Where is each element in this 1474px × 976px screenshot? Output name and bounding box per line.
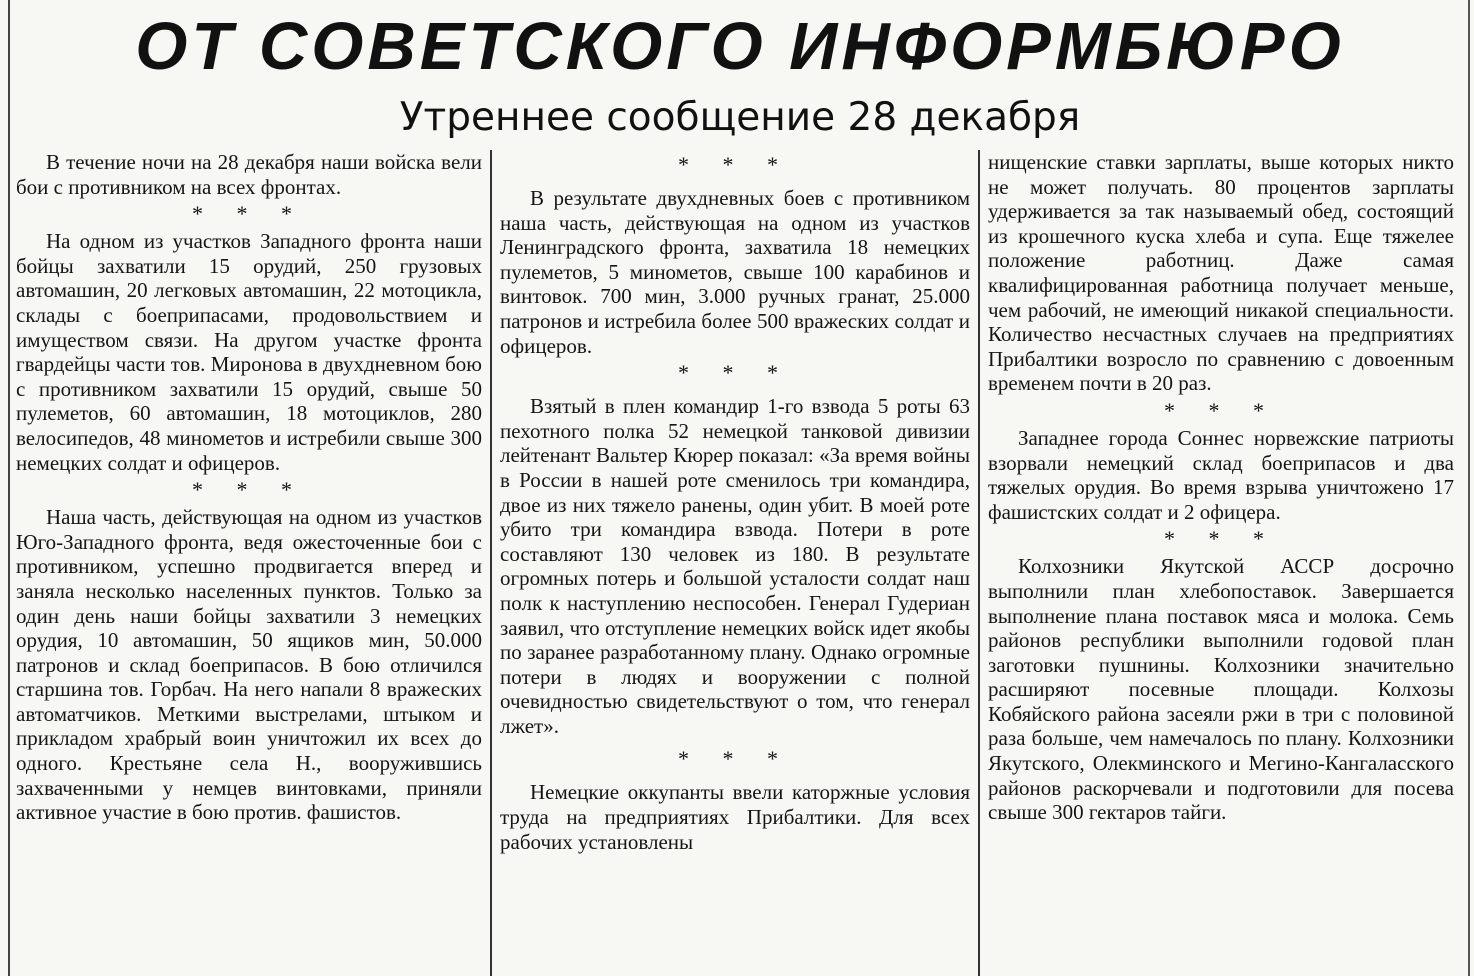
article-paragraph: Наша часть, действующая на одном из участков Юго-Западного фронта, ведя ожесточенные бои с противником, успешно продвигается вперед и заняла несколько населенных пунктов. Только за один день наши бойцы захватили 3 немецких орудия, 10 автомашин, 50 ящиков мин, 50.000 патронов и склад боеприпасов. В бою отличился старшина тов. Горбач. На него напали 8 вражеских автоматчиков. Меткими выстрелами, штыком и прикладом храбрый воин уничтожил их всех до одного. Крестьяне села Н., вооружившись захваченными у немцев винтовками, приняли активное участие в бою против. фашистов. <box>16 505 482 825</box>
article-paragraph: В результате двухдневных боев с противником наша часть, действующая на одном из участков Ленинградского фронта, захватила 18 немецких пулеметов, 5 минометов, свыше 100 карабинов и винтовок. 700 мин, 3.000 ручных гранат, 25.000 патронов и истребила более 500 вражеских солдат и офицеров. <box>500 186 970 358</box>
column-3 <box>988 150 1454 825</box>
article-paragraph: Колхозники Якутской АССР досрочно выполнили план хлебопоставок. Завершается выполнение плана поставок мяса и молока. Семь районов республики выполнили годовой план заготовки пушнины. Колхозники значительно расширяют посевные площади. Колхозы Кобяйского района засеяли ржи в три с половиной раза больше, чем намечалось по плану. Колхозники Якутского, Олекминского и Мегино-Кангаласского районов раскорчевали и подготовили для посева свыше 300 гектаров тайги. <box>988 554 1454 825</box>
column-1 <box>16 150 482 825</box>
section-separator: * * * <box>1164 526 1278 552</box>
section-separator: * * * <box>1164 397 1278 423</box>
column-divider-1 <box>490 150 492 976</box>
headline: ОТ СОВЕТСКОГО ИНФОРМБЮРО <box>135 9 1345 84</box>
section-separator: * * * <box>678 746 792 772</box>
section-separator: * * * <box>678 360 792 386</box>
subheadline: Утреннее сообщение 28 декабря <box>399 95 1081 140</box>
article-paragraph: На одном из участков Западного фронта наши бойцы захватили 15 орудий, 250 грузовых автомашин, 20 легковых автомашин, 22 мотоцикла, склады с боеприпасами, продовольствием и имуществом связи. На другом участке фронта гвардейцы части тов. Миронова в двухдневном бою с противником захватили 15 орудий, свыше 50 пулеметов, 60 автомашин, 18 мотоциклов, 280 велосипедов, 48 минометов и истребили свыше 300 немецких солдат и офицеров. <box>16 229 482 475</box>
article-paragraph: Взятый в плен командир 1-го взвода 5 роты 63 пехотного полка 52 немецкой танковой дивизии лейтенант Вальтер Кюрер показал: «За время войны в России в нашей роте сменилось три командира, двое из них тяжело ранены, один убит. В моей роте убито три командира взвода. Потери в роте составляют 130 человек из 180. В результате огромных потерь и большой усталости солдат наш полк к наступлению неспособен. Генерал Гудериан заявил, что отступление немецких войск идет якобы по заранее разработанному плану. Однако огромные потери в людях и вооружении с полной очевидностью свидетельствуют о том, что генерал лжет». <box>500 394 970 738</box>
section-separator: * * * <box>192 201 306 227</box>
page-right-rule <box>1468 0 1470 976</box>
page-left-rule <box>8 0 10 976</box>
section-separator: * * * <box>678 152 792 177</box>
article-paragraph: Западнее города Соннес норвежские патриоты взорвали немецкий склад боеприпасов и два тяжелых орудия. Во время взрыва уничтожено 17 фашистских солдат и 2 офицера. <box>988 425 1454 524</box>
article-paragraph: нищенские ставки зарплаты, выше которых никто не может получать. 80 процентов зарплаты удерживается за так называемый обед, состоящий из крошечного куска хлеба и супа. Еще тяжелее положение работниц. Даже самая квалифицированная работница получает меньше, чем рабочий, не имеющий никакой специальности. Количество несчастных случаев на предприятиях Прибалтики возросло по сравнению с довоенным временем почти в 20 раз. <box>988 150 1454 396</box>
section-separator: * * * <box>192 477 306 503</box>
article-paragraph: В течение ночи на 28 декабря наши войска вели бои с противником на всех фронтах. <box>16 150 482 199</box>
column-2 <box>500 150 970 854</box>
column-divider-2 <box>978 150 980 976</box>
article-paragraph: Немецкие оккупанты ввели каторжные условия труда на предприятиях Прибалтики. Для всех рабочих установлены <box>500 780 970 854</box>
